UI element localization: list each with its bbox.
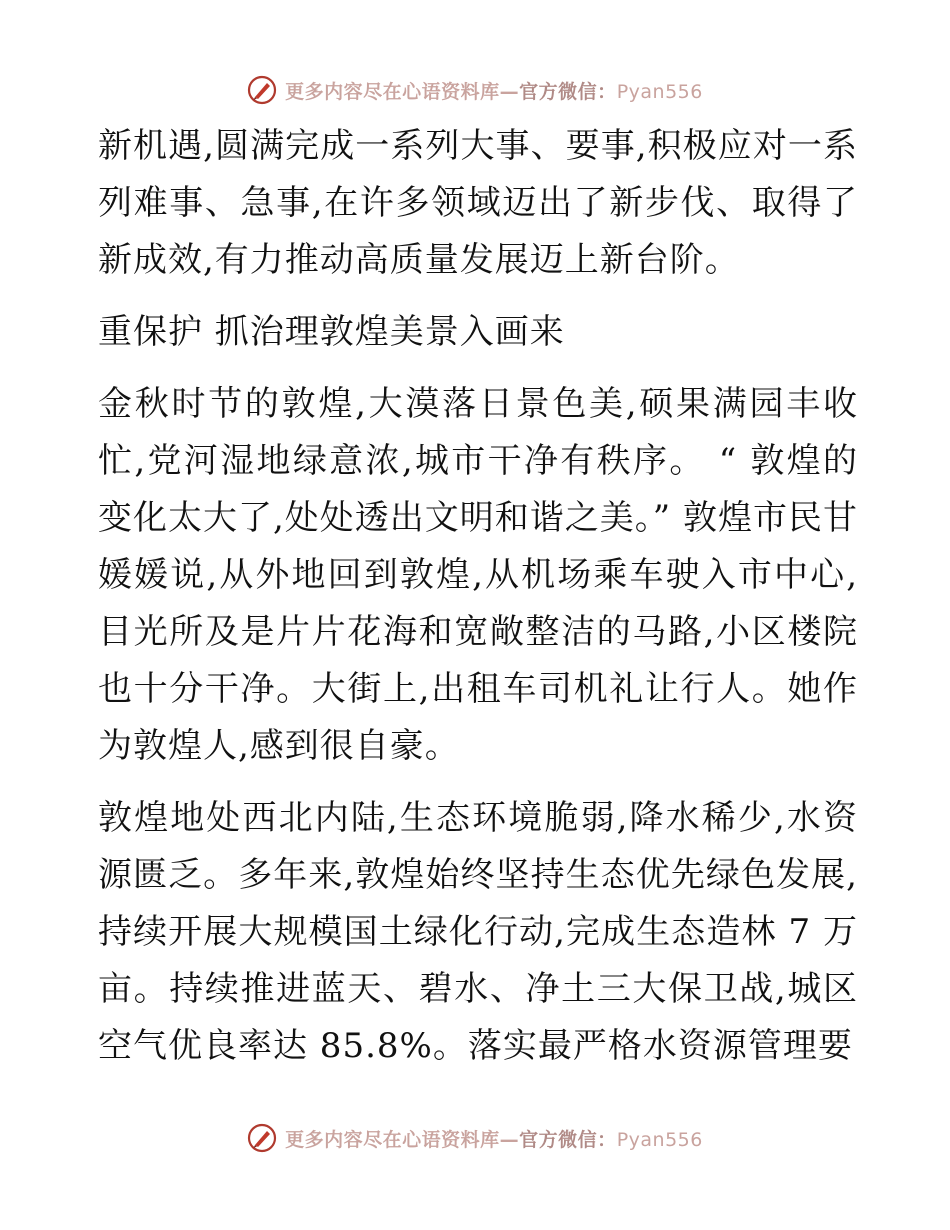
section-heading: 重保护 抓治理敦煌美景入画来 [98, 312, 565, 352]
pen-logo-icon [247, 1123, 277, 1153]
header-banner-text: 更多内容尽在心语资料库—官方微信：Pyan556 [285, 80, 703, 103]
paragraph-2: 金秋时节的敦煌,大漠落日景色美,硕果满园丰收忙,党河湿地绿意浓,城市干净有秩序。 “ 敦煌的变化太大了,处处透出文明和谐之美。” 敦煌市民甘媛媛说,从外地回到敦煌,从机场乘车驶入市中心,目光所及是片片花海和宽敞整洁的马路,小区楼院也十分干净。大街上,出租车司机礼让行人。她作为敦煌人,感到很自豪。 [98, 384, 858, 766]
header-banner [0, 70, 950, 110]
pen-logo-icon [247, 75, 277, 105]
paragraph-3: 敦煌地处西北内陆,生态环境脆弱,降水稀少,水资源匮乏。多年来,敦煌始终坚持生态优先绿色发展,持续开展大规模国土绿化行动,完成生态造林 7 万亩。持续推进蓝天、碧水、净土三大保卫战,城区空气优良率达 85.8%。落实最严格水资源管理要 [98, 798, 858, 1066]
footer-banner [0, 1118, 950, 1158]
document-body [98, 118, 858, 1090]
footer-banner-text: 更多内容尽在心语资料库—官方微信：Pyan556 [285, 1128, 703, 1151]
paragraph-1: 新机遇,圆满完成一系列大事、要事,积极应对一系列难事、急事,在许多领域迈出了新步伐、取得了新成效,有力推动高质量发展迈上新台阶。 [98, 126, 858, 280]
